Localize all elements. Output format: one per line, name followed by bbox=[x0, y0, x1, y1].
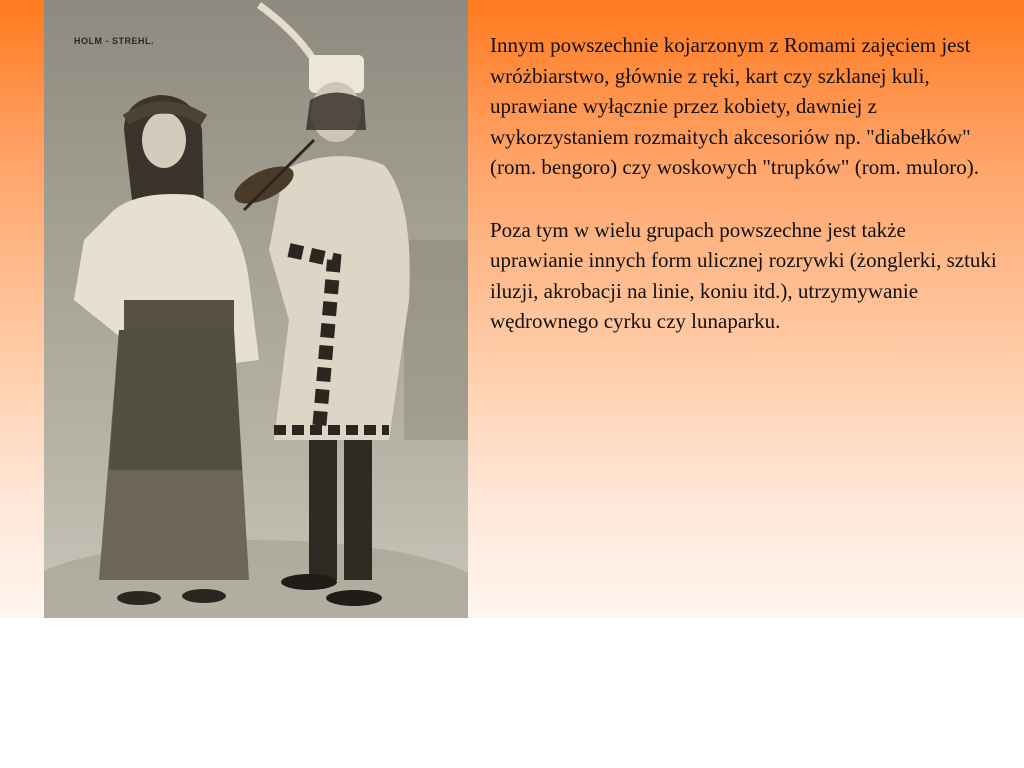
paragraph-street-entertainment: Poza tym w wielu grupach powszechne jest także uprawianie innych form ulicznej rozrywki (żonglerki, sztuki iluzji, akrobacji na linie, koniu itd.), utrzymywanie wędrownego cyrku czy lunaparku. bbox=[490, 217, 997, 333]
slide-text bbox=[490, 30, 1000, 337]
photo-illustration bbox=[44, 0, 468, 618]
historical-photo bbox=[44, 0, 468, 618]
paragraph-fortune-telling: Innym powszechnie kojarzonym z Romami zajęciem jest wróżbiarstwo, głównie z ręki, kart czy szklanej kuli, uprawiane wyłącznie przez kobiety, dawniej z wykorzystaniem rozmaitych akcesoriów np. "diabełków" (rom. bengoro) czy woskowych "trupków" (rom. muloro). bbox=[490, 33, 979, 179]
photo-caption: HOLM - STREHL. bbox=[74, 36, 154, 46]
